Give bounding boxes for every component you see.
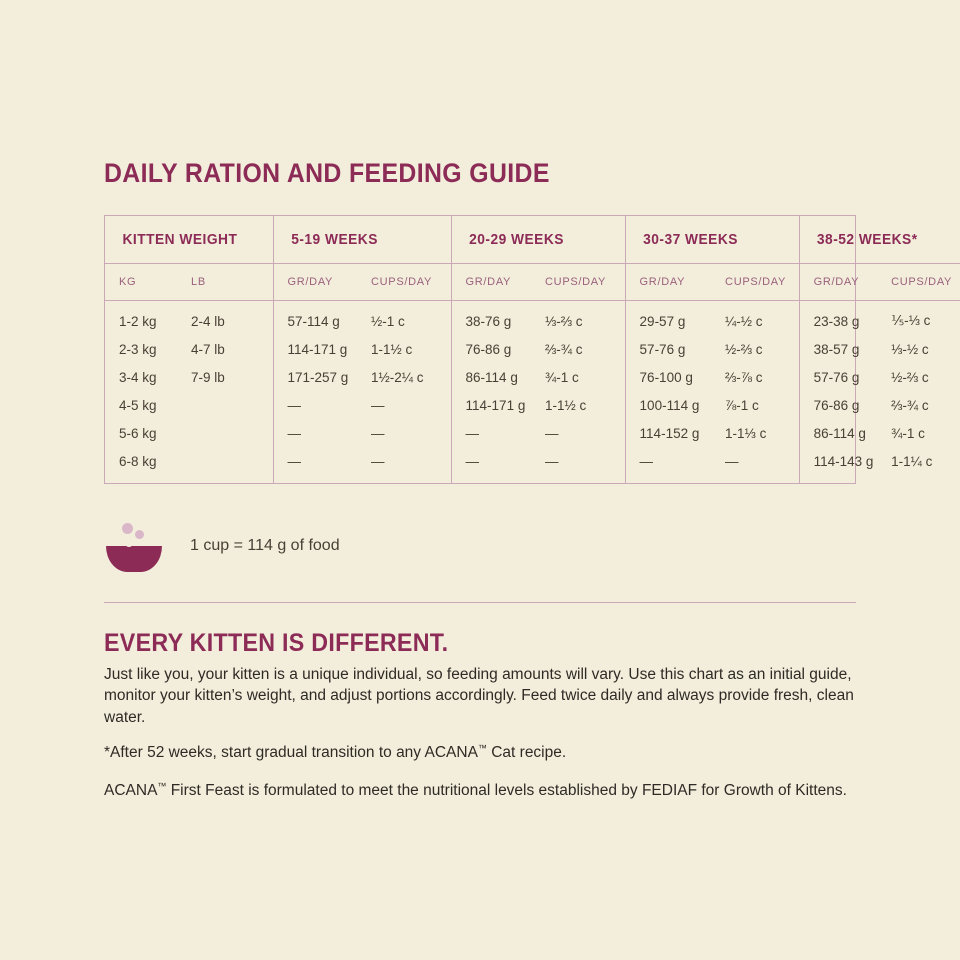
cell-cups-20-29: — <box>545 425 559 441</box>
cell-gr-20-29: 38-76 g <box>451 301 531 336</box>
cell-gr-5-19: — <box>273 447 357 483</box>
cell-gr-38-52: 86-114 g <box>799 419 877 447</box>
cell-cups-20-29: — <box>545 453 559 469</box>
cell-lb <box>177 391 273 419</box>
cell-gr-38-52: 114-143 g <box>799 447 877 483</box>
cell-cups-5-19: — <box>371 453 385 469</box>
cell-cups-30-37: — <box>725 453 739 469</box>
fediaf-note-text: ACANA <box>104 781 158 799</box>
cell-gr-5-19: 114-171 g <box>273 335 357 363</box>
cell-cups-30-37: ¼-½ c <box>725 313 763 329</box>
subheader-lb: LB <box>177 264 273 301</box>
cell-kg: 1-2 kg <box>119 313 157 329</box>
table-row <box>105 447 960 483</box>
food-bowl-icon <box>106 520 164 572</box>
cell-cups-5-19: 1½-2¼ c <box>371 369 424 385</box>
transition-note <box>104 742 856 764</box>
cell-gr-38-52: 23-38 g <box>799 301 877 336</box>
cell-kg: 4-5 kg <box>119 397 157 413</box>
cell-lb <box>177 447 273 483</box>
subheader-cupsday-38-52: CUPS/DAY <box>877 264 960 301</box>
cell-cups-38-52: ⅔-¾ c <box>891 397 929 413</box>
cell-gr-20-29: 76-86 g <box>451 335 531 363</box>
cell-cups-20-29: ⅓-⅔ c <box>545 313 583 329</box>
cell-gr-30-37: 114-152 g <box>625 419 711 447</box>
cell-lb: 2-4 lb <box>191 313 225 329</box>
table-header-row <box>105 216 960 264</box>
table-subheader-row <box>105 264 960 301</box>
column-header-20-29-weeks: 20-29 WEEKS <box>455 216 620 264</box>
cell-lb: 4-7 lb <box>191 341 225 357</box>
cell-cups-20-29: 1-1½ c <box>545 397 587 413</box>
table-row <box>105 335 960 363</box>
cell-gr-5-19: 171-257 g <box>273 363 357 391</box>
cell-cups-30-37: ½-⅔ c <box>725 341 763 357</box>
cell-gr-30-37: 76-100 g <box>625 363 711 391</box>
cell-gr-30-37: 57-76 g <box>625 335 711 363</box>
subheader-cupsday-5-19: CUPS/DAY <box>357 264 451 301</box>
cell-gr-38-52: 38-57 g <box>799 335 877 363</box>
cell-cups-5-19: — <box>371 425 385 441</box>
intro-paragraph: Just like you, your kitten is a unique individual, so feeding amounts will vary. Use this chart as an initial guide, monitor your kitten’s weight, and adjust portions accordingly. Feed twice daily and always provide fresh, clean water. <box>104 666 854 726</box>
cell-cups-38-52: ½-⅔ c <box>891 369 929 385</box>
cell-lb <box>177 419 273 447</box>
cell-cups-38-52: ⅕-⅓ c <box>891 313 931 328</box>
subheader-cupsday-30-37: CUPS/DAY <box>711 264 799 301</box>
section-divider <box>104 602 856 603</box>
cell-gr-30-37: 29-57 g <box>625 301 711 336</box>
cell-cups-5-19: — <box>371 397 385 413</box>
table-row <box>105 301 960 336</box>
cup-conversion-note <box>104 518 856 574</box>
cell-cups-30-37: ⅞-1 c <box>725 397 759 413</box>
cell-gr-5-19: 57-114 g <box>273 301 357 336</box>
section-heading: EVERY KITTEN IS DIFFERENT. <box>104 629 449 657</box>
cell-gr-20-29: 114-171 g <box>451 391 531 419</box>
cell-cups-30-37: ⅔-⅞ c <box>725 369 763 385</box>
cell-cups-30-37: 1-1⅓ c <box>725 425 767 441</box>
daily-ration-table-wrapper <box>104 215 953 484</box>
trademark-symbol: ™ <box>477 743 487 754</box>
page-title: DAILY RATION AND FEEDING GUIDE <box>104 158 550 188</box>
trademark-symbol: ™ <box>157 780 167 791</box>
cell-kg: 5-6 kg <box>119 425 157 441</box>
cell-gr-38-52: 57-76 g <box>799 363 877 391</box>
transition-note-text-end: Cat recipe. <box>486 744 567 762</box>
fediaf-note-text-end: First Feast is formulated to meet the nutritional levels established by FEDIAF for Growth of Kittens. <box>166 781 847 799</box>
fediaf-note <box>104 780 856 802</box>
cell-gr-5-19: — <box>273 419 357 447</box>
transition-note-text: *After 52 weeks, start gradual transition to any ACANA <box>104 744 478 762</box>
subheader-grday-30-37: GR/DAY <box>625 264 711 301</box>
cell-cups-5-19: ½-1 c <box>371 313 405 329</box>
cell-lb: 7-9 lb <box>191 369 225 385</box>
subheader-grday-5-19: GR/DAY <box>273 264 357 301</box>
cell-kg: 2-3 kg <box>119 341 157 357</box>
column-header-38-52-weeks: 38-52 WEEKS* <box>803 216 960 264</box>
table-row <box>105 419 960 447</box>
cell-gr-38-52: 76-86 g <box>799 391 877 419</box>
cell-cups-5-19: 1-1½ c <box>371 341 413 357</box>
cell-gr-20-29: — <box>451 447 531 483</box>
cell-kg: 3-4 kg <box>119 369 157 385</box>
subheader-grday-38-52: GR/DAY <box>799 264 877 301</box>
cell-gr-30-37: 100-114 g <box>625 391 711 419</box>
cell-gr-20-29: 86-114 g <box>451 363 531 391</box>
cell-gr-20-29: — <box>451 419 531 447</box>
cell-cups-38-52: ⅓-½ c <box>891 341 929 357</box>
cup-conversion-text: 1 cup = 114 g of food <box>190 537 340 554</box>
subheader-cupsday-20-29: CUPS/DAY <box>531 264 625 301</box>
cell-cups-38-52: ¾-1 c <box>891 425 925 441</box>
table-row <box>105 363 960 391</box>
cell-cups-38-52: 1-1¼ c <box>891 453 933 469</box>
column-header-30-37-weeks: 30-37 WEEKS <box>629 216 794 264</box>
cell-cups-20-29: ⅔-¾ c <box>545 341 583 357</box>
cell-gr-30-37: — <box>625 447 711 483</box>
subheader-grday-20-29: GR/DAY <box>451 264 531 301</box>
column-header-kitten-weight: KITTEN WEIGHT <box>109 216 269 264</box>
cell-gr-5-19: — <box>273 391 357 419</box>
column-header-5-19-weeks: 5-19 WEEKS <box>277 216 446 264</box>
cell-cups-20-29: ¾-1 c <box>545 369 579 385</box>
daily-ration-table <box>105 216 960 483</box>
table-row <box>105 391 960 419</box>
subheader-kg: KG <box>105 264 177 301</box>
cell-kg: 6-8 kg <box>119 453 157 469</box>
